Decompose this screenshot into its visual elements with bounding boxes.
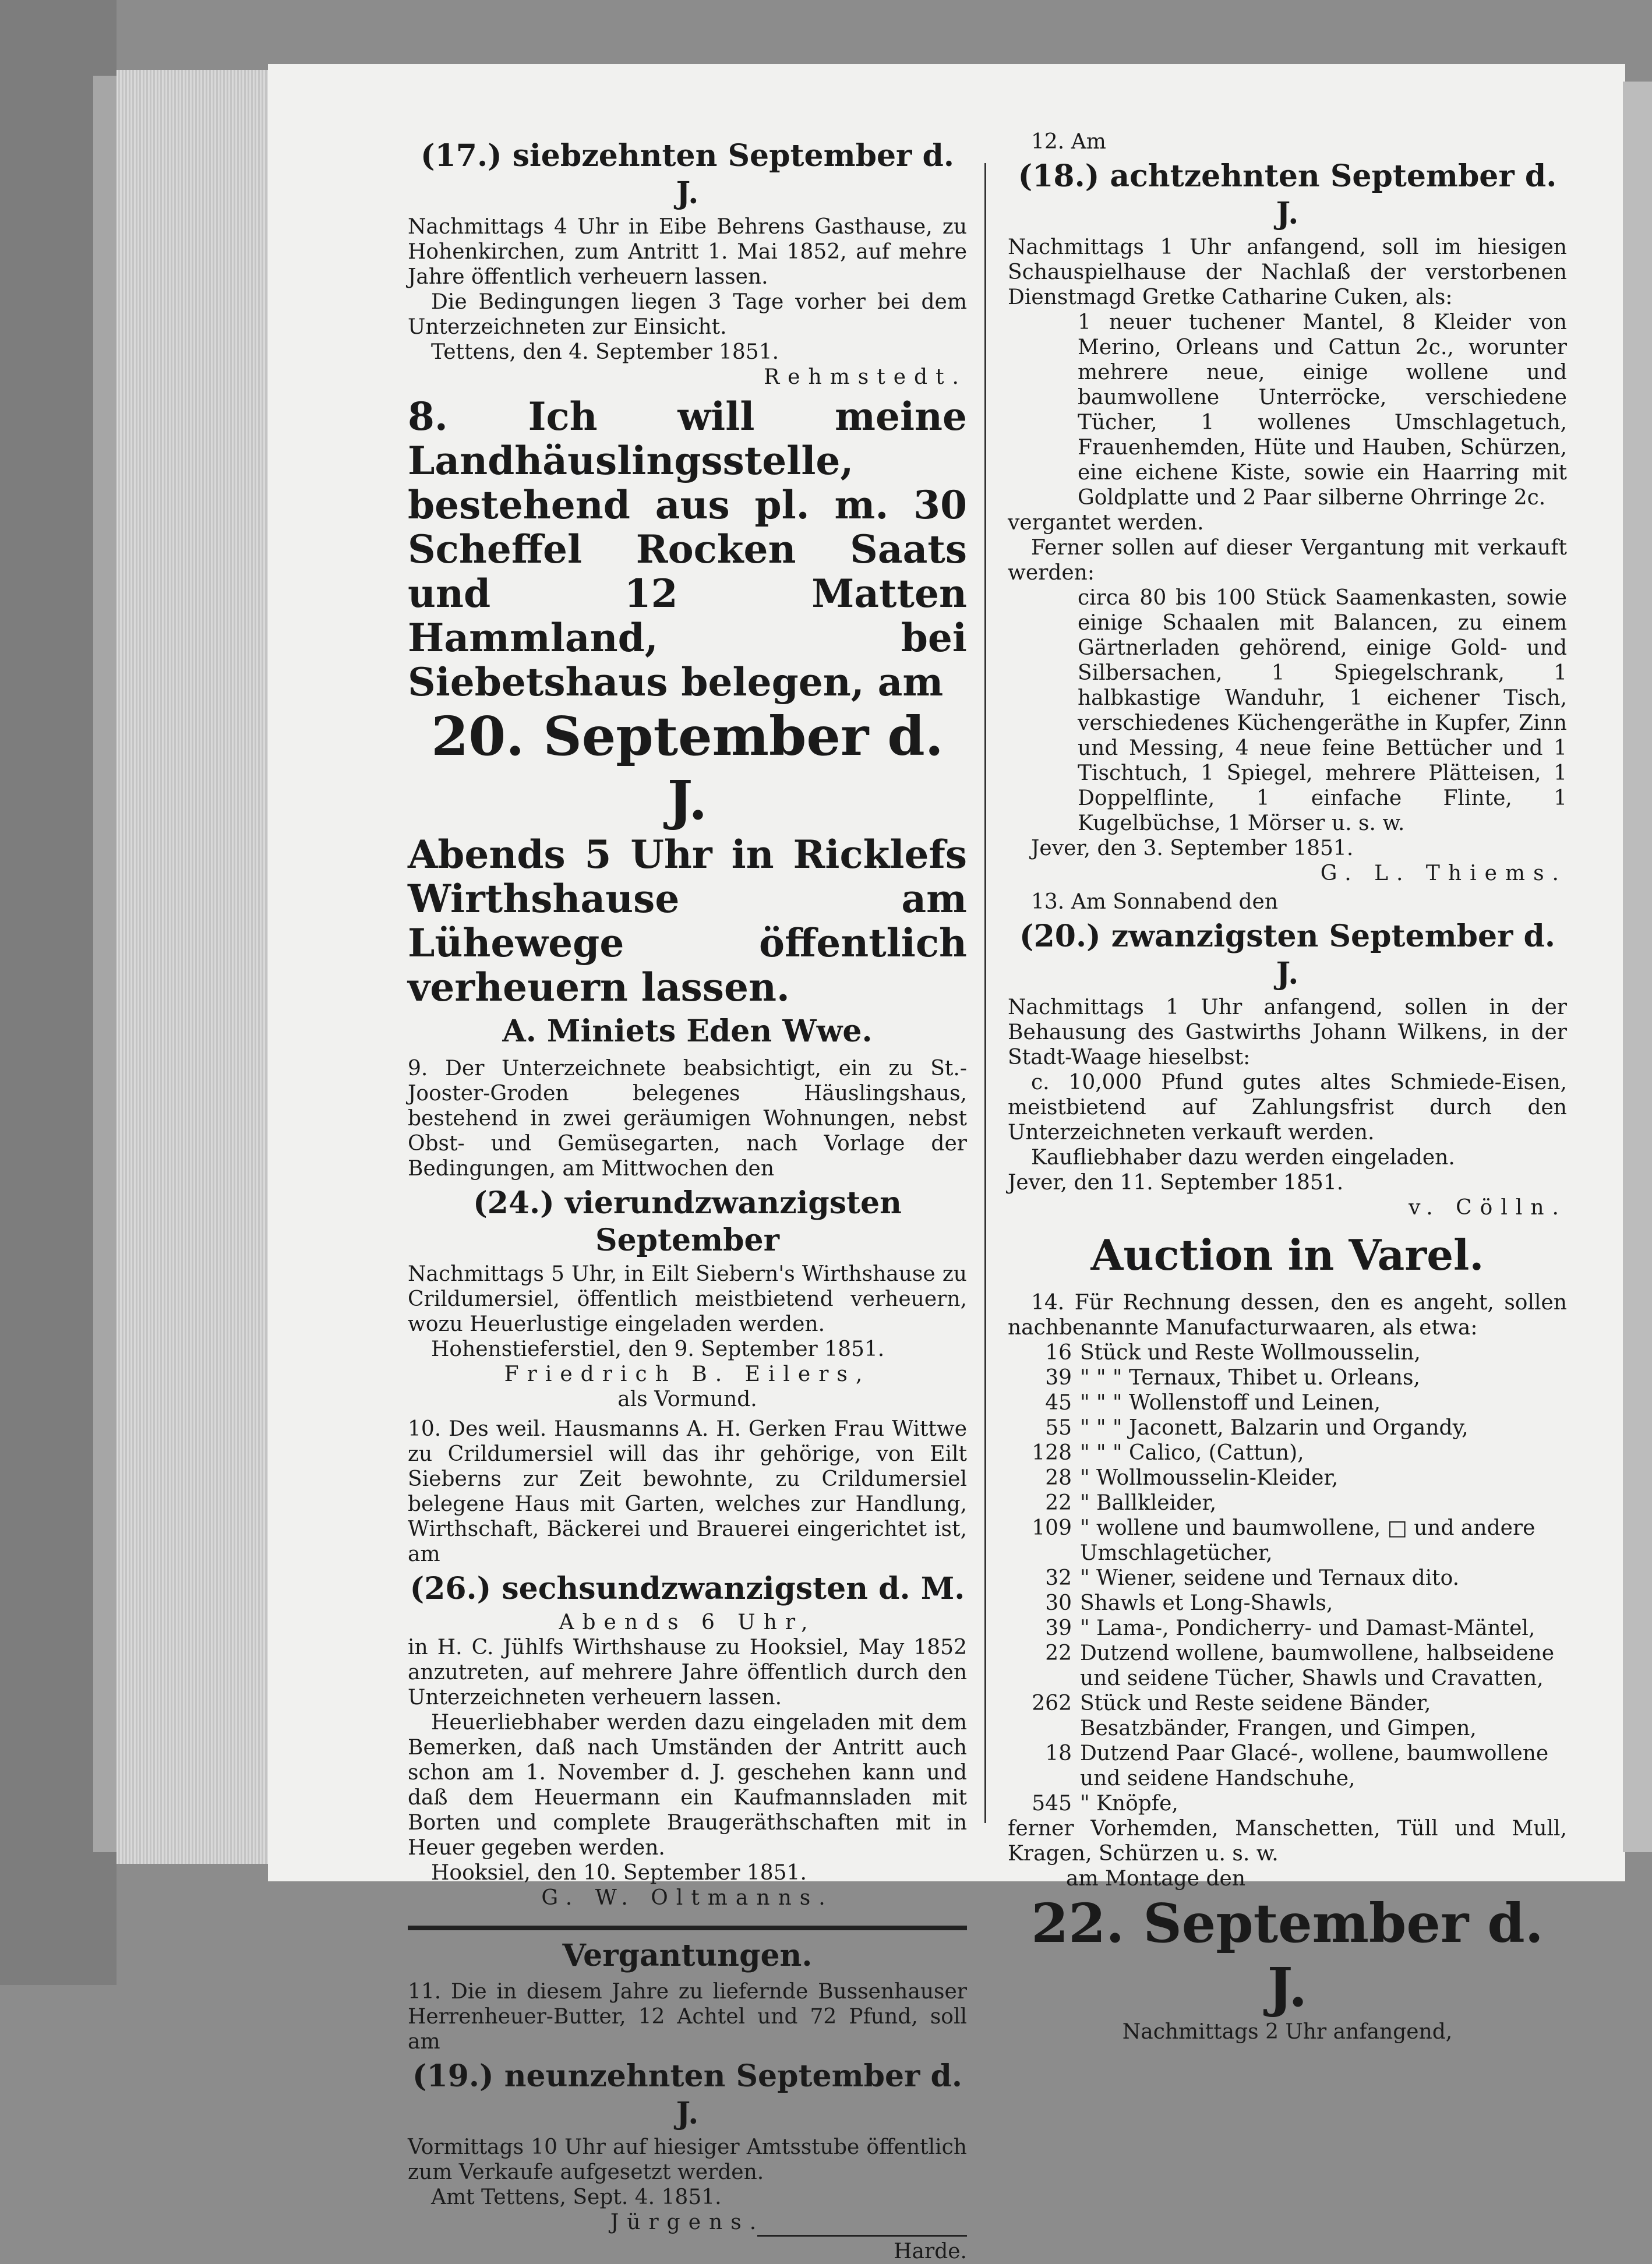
ann13-date: Jever, den 11. September 1851. [1008,1171,1344,1195]
ann14-list [1008,1340,1567,1816]
ann11-signature: Jürgens. [610,2210,765,2234]
list-item-text: " Wollmousselin-Kleider, [1080,1466,1339,1490]
section-rule [408,1926,967,1930]
ann12-items: 1 neuer tuchener Mantel, 8 Kleider von Merino, Orleans und Cattun 2c., worunter mehrere neue, einige wollene und baumwollene Unterröcke, verschiedene Tücher, 1 wollenes Umschlagetuch, Frauenhemden, Hüte und Hauben, Schürzen, eine eichene Kiste, sowie ein Haarring mit Goldplatte und 2 Paar silberne Ohrringe 2c. [1078,310,1567,510]
list-item-text: " Wiener, seidene und Ternaux dito. [1080,1566,1460,1590]
list-item [1008,1491,1567,1516]
ann17-conditions: Die Bedingungen liegen 3 Tage vorher bei dem Unterzeichneten zur Einsicht. [408,290,967,339]
list-item [1008,1415,1567,1440]
list-item-text: Shawls et Long-Shawls, [1080,1591,1333,1615]
ann11-heading: (19.) neunzehnten September d. J. [412,2058,963,2131]
left-column [408,134,967,2264]
ann13-body: Nachmittags 1 Uhr anfangend, sollen in der Behausung des Gastwirths Johann Wilkens, in der Stadt-Waage hieselbst: [1008,995,1567,1069]
page-stack-edge [117,70,268,1864]
ann12-vergantet: vergantet werden. [1008,511,1204,535]
list-item-quantity: 28 [1045,1466,1072,1490]
list-item-quantity: 45 [1045,1391,1072,1415]
list-item [1008,1465,1567,1491]
ann13-lead: 13. Am Sonnabend den [1031,890,1279,914]
ann11-body2: Vormittags 10 Uhr auf hiesiger Amtsstube öffentlich zum Verkaufe aufgesetzt werden. [408,2135,967,2184]
list-item-text: Dutzend wollene, baumwollene, halbseidene und seidene Tücher, Shawls und Cravatten, [1080,1641,1555,1690]
list-item-quantity: 39 [1045,1366,1072,1390]
ann10-heading: (26.) sechsundzwanzigsten d. M. [410,1571,965,1606]
ann12-items2: circa 80 bis 100 Stück Saamenkasten, sowie einige Schaalen mit Balancen, zu einem Gärtnerladen gehörend, einige Gold- und Silbersachen, 1 Spiegelschrank, 1 halbkastige Wanduhr, 1 eichener Tisch, verschiedenes Küchengeräthe in Kupfer, Zinn und Messing, 4 neue feine Bettücher und 1 Tischtuch, 1 Spiegel, mehrere Plätteisen, 1 Doppelflinte, 1 einfache Flinte, 1 Kugelbüchse, 1 Mörser u. s. w. [1078,586,1567,835]
ann10-body3: Heuerliebhaber werden dazu eingeladen mit dem Bemerken, daß nach Umständen der Antritt auch schon am 1. November d. J. geschehen kann und daß dem Heuermann ein Kaufmannsladen mit Borten und complete Braugeräthschaften mit in Heuer gegeben werden. [408,1711,967,1860]
list-item-text: " Knöpfe, [1080,1792,1178,1816]
ann14-more: ferner Vorhemden, Manschetten, Tüll und Mull, Kragen, Schürzen u. s. w. [1008,1817,1567,1866]
ann17-heading: (17.) siebzehnten September d. J. [420,138,955,211]
ann10-signature: G. W. Oltmanns. [541,1886,834,1910]
ann8-text: 8. Ich will meine Landhäuslingsstelle, bestehend aus pl. m. 30 Scheffel Rocken Saats und 12 Matten Hammland, bei Siebetshaus belegen, am [408,394,967,705]
list-item [1008,1741,1567,1791]
ann13-heading: (20.) zwanzigsten September d. J. [1019,919,1556,991]
list-item-text: Stück und Reste Wollmousselin, [1080,1341,1421,1365]
list-item-quantity: 39 [1045,1616,1072,1640]
list-item-text: " wollene und baumwollene, □ und andere Umschlagetücher, [1080,1516,1535,1565]
list-item-quantity: 18 [1045,1742,1072,1765]
list-item [1008,1390,1567,1415]
ann9-heading: (24.) vierundzwanzigsten September [473,1185,902,1258]
ann10-date: Hooksiel, den 10. September 1851. [431,1861,807,1885]
ann8-signature: A. Miniets Eden Wwe. [502,1013,873,1049]
list-item-quantity: 16 [1045,1341,1072,1365]
ann8-time: Abends 5 Uhr in Ricklefs Wirthshause am Lühewege öffentlich verheuern lassen. [408,832,967,1010]
list-item-text: Stück und Reste seidene Bänder, Besatzbänder, Frangen, und Gimpen, [1080,1691,1477,1740]
ann17-body: Nachmittags 4 Uhr in Eibe Behrens Gasthause, zu Hohenkirchen, zum Antritt 1. Mai 1852, auf mehre Jahre öffentlich verheuern lassen. [408,215,967,289]
ann14-am: am Montage den [1066,1867,1246,1891]
ann9-date: Hohenstieferstiel, den 9. September 1851. [431,1337,885,1361]
ann9-signature: Friedrich B. Eilers, [504,1362,871,1386]
list-item-quantity: 30 [1045,1591,1072,1615]
list-item-text: " Ballkleider, [1080,1491,1217,1515]
ann14-time: Nachmittags 2 Uhr anfangend, [1122,2020,1453,2044]
ann10-time: Abends 6 Uhr, [559,1610,816,1634]
list-item-text: " " " Jaconett, Balzarin und Organdy, [1080,1416,1469,1440]
ann9-body: 9. Der Unterzeichnete beabsichtigt, ein zu St.-Jooster-Groden belegenes Häuslingshaus, bestehend in zwei geräumigen Wohnungen, nebst Obst- und Gemüsegarten, nach Vorlage der Bedingungen, am Mittwochen den [408,1057,967,1181]
ann12-date: Jever, den 3. September 1851. [1031,836,1354,860]
right-page-edge [1623,82,1652,1852]
column-divider [984,163,986,1823]
ann13-signature: v. Cölln. [1409,1196,1567,1220]
list-item-quantity: 128 [1032,1441,1072,1465]
list-item [1008,1440,1567,1465]
list-item-quantity: 55 [1045,1416,1072,1440]
list-item-text: " " " Calico, (Cattun), [1080,1441,1304,1465]
ann10-body2: in H. C. Jühlfs Wirthshause zu Hooksiel, May 1852 anzutreten, auf mehrere Jahre öffentlich durch den Unterzeichneten verheuern lassen. [408,1636,967,1710]
ann12-heading: (18.) achtzehnten September d. J. [1018,158,1557,231]
ann17-signature: Rehmstedt. [764,365,967,389]
ann12-lead: 12. Am [1031,130,1106,154]
list-item [1008,1566,1567,1591]
list-item-quantity: 22 [1045,1491,1072,1515]
list-item [1008,1641,1567,1691]
ann17-date: Tettens, den 4. September 1851. [431,340,779,364]
ann13-item: c. 10,000 Pfund gutes altes Schmiede-Eisen, meistbietend auf Zahlungsfrist durch den Unterzeichneten verkauft werden. [1008,1071,1567,1145]
list-item-text: " " " Wollenstoff und Leinen, [1080,1391,1381,1415]
list-item-text: " Lama-, Pondicherry- und Damast-Mäntel, [1080,1616,1535,1640]
list-item-quantity: 545 [1032,1792,1072,1816]
ann13-invite: Kaufliebhaber dazu werden eingeladen. [1031,1146,1455,1170]
list-item [1008,1365,1567,1390]
list-item-quantity: 109 [1032,1516,1072,1540]
list-item-quantity: 32 [1045,1566,1072,1590]
ann12-ferner: Ferner sollen auf dieser Vergantung mit verkauft werden: [1008,536,1567,585]
right-column [1008,129,1567,2044]
list-item [1008,1691,1567,1741]
list-item-quantity: 262 [1032,1691,1072,1715]
ann14-date: 22. September d. J. [1031,1892,1544,2019]
section-title: Vergantungen. [562,1938,813,1973]
list-item [1008,1791,1567,1816]
list-item [1008,1516,1567,1566]
ann9-body2: Nachmittags 5 Uhr, in Eilt Siebern's Wirthshause zu Crildumersiel, öffentlich meistbietend verheuern, wozu Heuerlustige eingeladen werden. [408,1262,967,1336]
ann14-body: 14. Für Rechnung dessen, den es angeht, sollen nachbenannte Manufacturwaaren, als etwa: [1008,1291,1567,1340]
ann11-date: Amt Tettens, Sept. 4. 1851. [431,2185,722,2209]
list-item-quantity: 22 [1045,1641,1072,1665]
ann11-body: 11. Die in diesem Jahre zu liefernde Bussenhauser Herrenheuer-Butter, 12 Achtel und 72 Pfund, soll am [408,1980,967,2054]
auction-title: Auction in Varel. [1090,1230,1484,1280]
list-item [1008,1616,1567,1641]
ann8-date: 20. September d. J. [431,705,944,832]
ann11-signature2: Harde. [757,2235,967,2264]
list-item [1008,1340,1567,1365]
list-item [1008,1591,1567,1616]
ann9-signature-role: als Vormund. [617,1387,757,1411]
ann12-body: Nachmittags 1 Uhr anfangend, soll im hiesigen Schauspielhause der Nachlaß der verstorbenen Dienstmagd Gretke Catharine Cuken, als: [1008,235,1567,309]
list-item-text: " " " Ternaux, Thibet u. Orleans, [1080,1366,1420,1390]
list-item-text: Dutzend Paar Glacé-, wollene, baumwollene und seidene Handschuhe, [1080,1742,1549,1790]
ann10-body: 10. Des weil. Hausmanns A. H. Gerken Frau Wittwe zu Crildumersiel will das ihr gehörige, von Eilt Sieberns zur Zeit bewohnte, zu Crildumersiel belegene Haus mit Garten, welches zur Handlung, Wirthschaft, Bäckerei und Brauerei eingerichtet ist, am [408,1417,967,1566]
ann12-signature: G. L. Thiems. [1320,861,1567,885]
